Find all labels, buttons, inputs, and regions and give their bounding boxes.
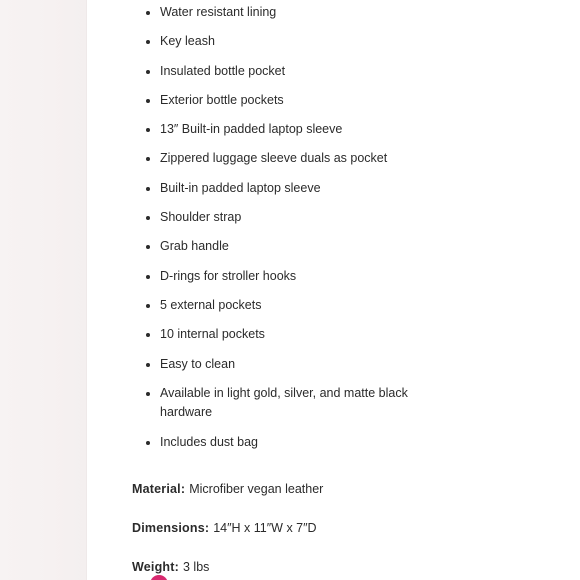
feature-item: 5 external pockets (132, 296, 422, 316)
feature-item: Water resistant lining (132, 3, 422, 23)
weight-value: 3 lbs (183, 560, 210, 574)
feature-list (132, 3, 422, 462)
weight-spec (132, 558, 209, 576)
material-label: Material: (132, 482, 186, 496)
feature-item: Built-in padded laptop sleeve (132, 179, 422, 199)
feature-item: Insulated bottle pocket (132, 62, 422, 82)
material-value: Microfiber vegan leather (189, 482, 324, 496)
dimensions-label: Dimensions: (132, 521, 210, 535)
feature-item: Exterior bottle pockets (132, 91, 422, 111)
feature-item: Shoulder strap (132, 208, 422, 228)
feature-item: 10 internal pockets (132, 325, 422, 345)
feature-item: Zippered luggage sleeve duals as pocket (132, 149, 422, 169)
material-spec (132, 480, 323, 498)
feature-item: D-rings for stroller hooks (132, 267, 422, 287)
dimensions-value: 14″H x 11″W x 7″D (213, 521, 317, 535)
feature-item: Key leash (132, 32, 422, 52)
feature-item: Grab handle (132, 237, 422, 257)
weight-label: Weight: (132, 560, 179, 574)
feature-item: Easy to clean (132, 355, 422, 375)
left-margin-panel (0, 0, 87, 580)
feature-item: Includes dust bag (132, 433, 422, 453)
dimensions-spec (132, 519, 317, 537)
product-details (132, 0, 432, 580)
feature-item: Available in light gold, silver, and matte black hardware (132, 384, 422, 423)
feature-item: 13″ Built-in padded laptop sleeve (132, 120, 422, 140)
